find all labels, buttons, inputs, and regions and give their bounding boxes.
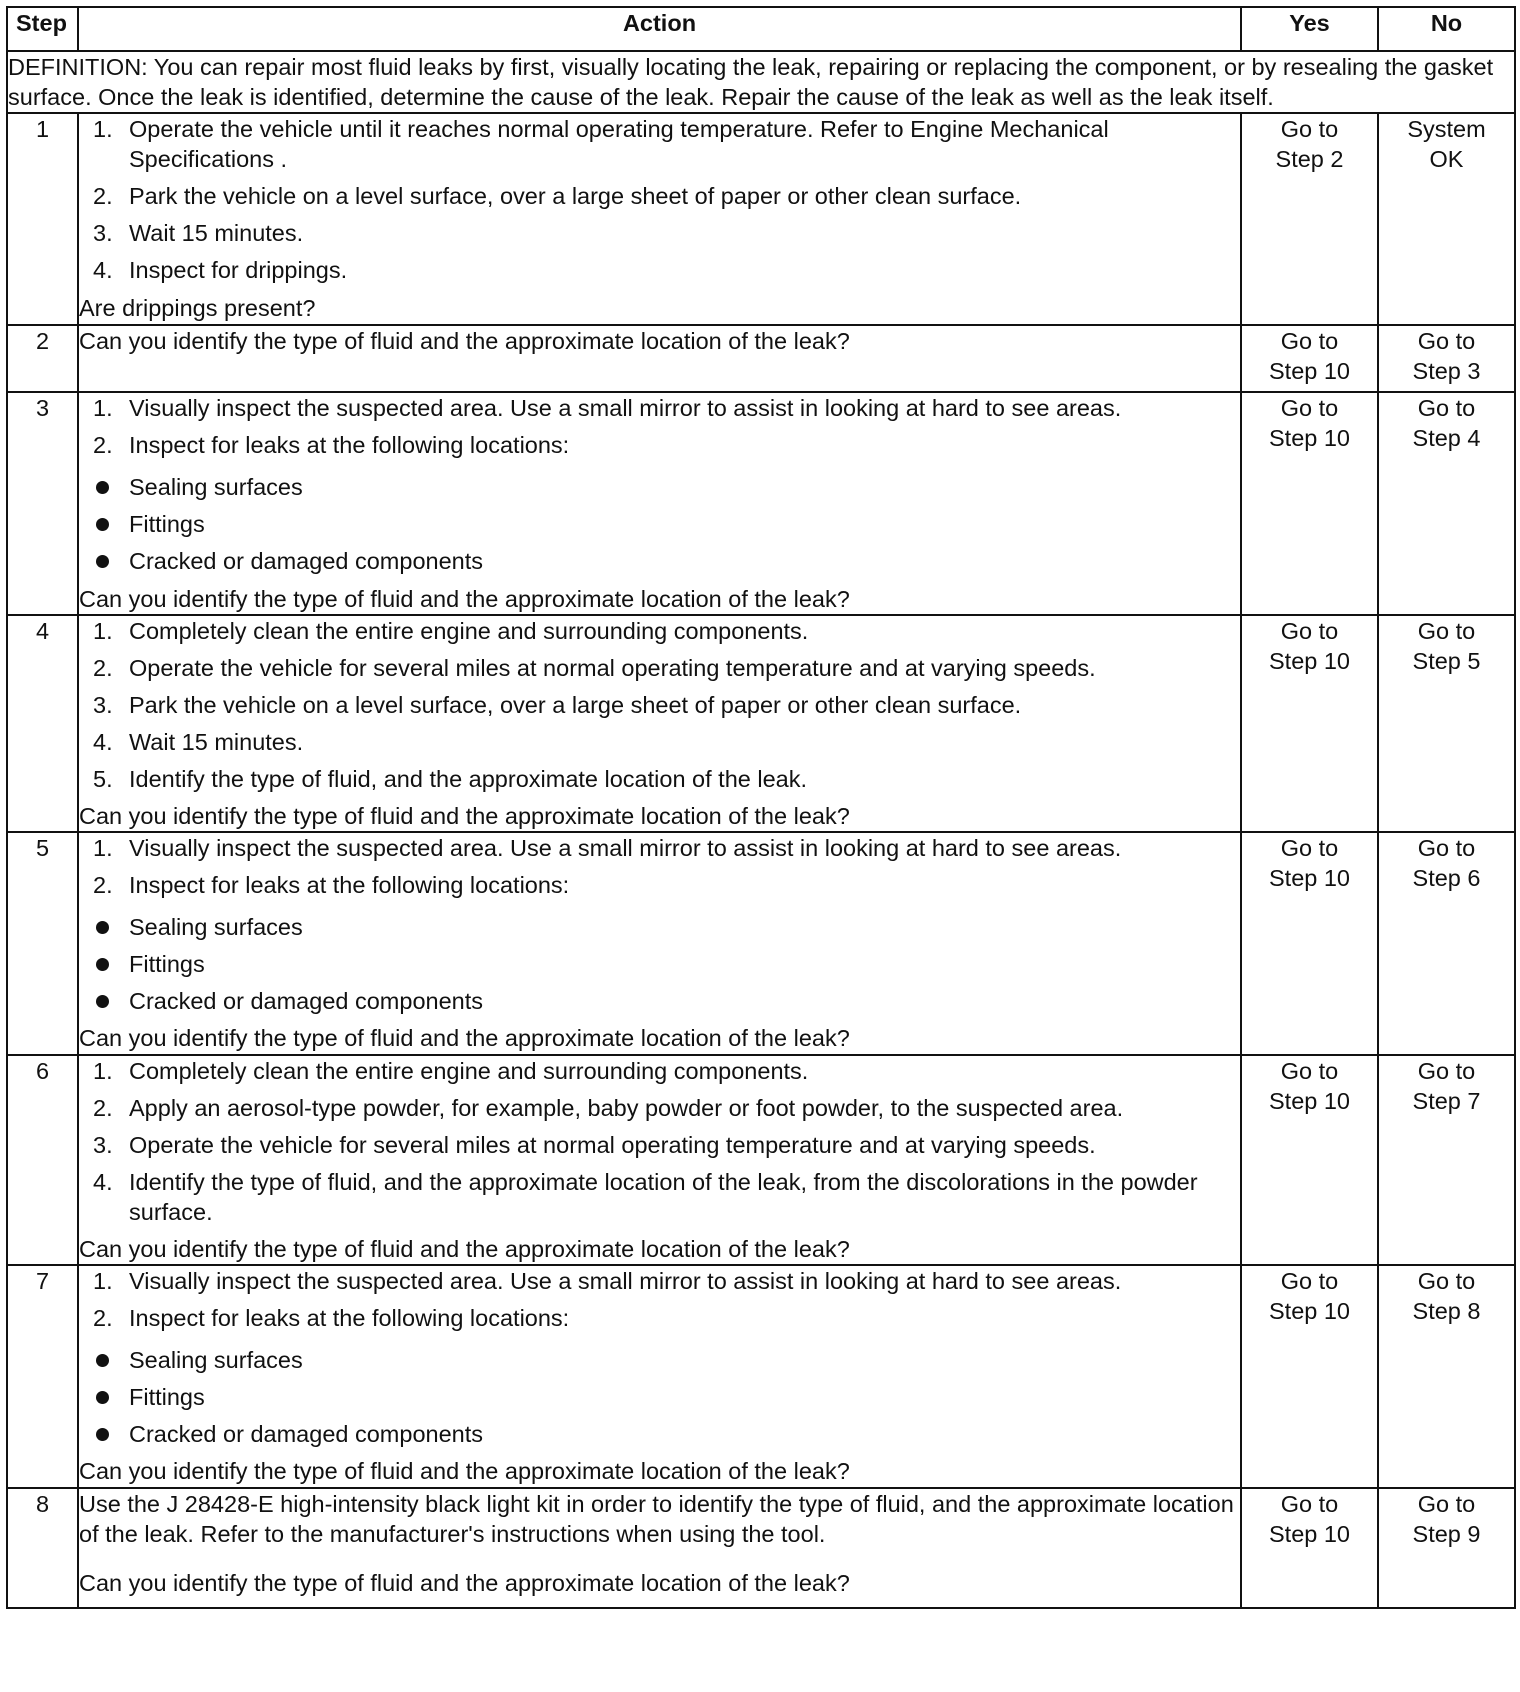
action-item [79,114,1240,174]
action-item-text: Operate the vehicle for several miles at normal operating temperature and at varying speeds. [129,654,1096,681]
step-no-result [1378,615,1515,832]
step-row [7,1265,1515,1487]
result-line: OK [1429,146,1464,173]
action-item [79,1167,1240,1227]
action-item-text: Wait 15 minutes. [129,728,304,755]
action-item-text: Inspect for drippings. [129,257,348,284]
step-yes-result [1241,113,1378,325]
location-bullets [79,1345,1240,1456]
step-number: 1 [7,113,78,325]
action-item-text: Identify the type of fluid, and the approximate location of the leak, from the discolorations in the powder surface. [129,1168,1198,1225]
step-no-result [1378,1488,1515,1608]
step-number: 7 [7,1265,78,1487]
result-line: Step 3 [1412,358,1481,385]
step-number: 6 [7,1055,78,1265]
header-no: No [1378,7,1515,51]
action-item-number: 2. [93,1094,113,1121]
bullet-item: Fittings [79,1382,1240,1412]
bullet-item: Cracked or damaged components [79,1419,1240,1449]
action-item [79,1093,1240,1123]
action-item [79,833,1240,863]
result-line: Go to [1280,1057,1339,1084]
location-bullets [79,472,1240,583]
result-line: Step 10 [1268,425,1350,452]
header-yes: Yes [1241,7,1378,51]
result-line: Go to [1417,1490,1476,1517]
diagnostic-table [6,6,1516,1609]
result-line: Go to [1417,1057,1476,1084]
result-line: System [1407,116,1486,143]
result-line: Go to [1417,328,1476,355]
result-line: Step 2 [1275,146,1344,173]
bullet-item: Sealing surfaces [79,912,1240,942]
step-yes-result [1241,325,1378,392]
bullet-item: Sealing surfaces [79,1345,1240,1375]
action-item-text: Park the vehicle on a level surface, over a large sheet of paper or other clean surface. [129,183,1022,210]
step-row [7,1488,1515,1608]
action-item-text: Wait 15 minutes. [129,220,304,247]
action-item-text: Park the vehicle on a level surface, over a large sheet of paper or other clean surface. [129,691,1022,718]
header-action: Action [78,7,1241,51]
step-number: 3 [7,392,78,614]
bullet-item: Fittings [79,949,1240,979]
action-item [79,1056,1240,1086]
result-line: Step 10 [1268,647,1350,674]
action-item [79,653,1240,683]
action-item [79,616,1240,646]
bullet-item: Fittings [79,509,1240,539]
step-yes-result [1241,1265,1378,1487]
result-line: Go to [1417,1268,1476,1295]
step-no-result [1378,392,1515,614]
action-item-number: 5. [93,765,113,792]
result-line: Go to [1280,1490,1339,1517]
step-row [7,832,1515,1054]
action-item-number: 1. [93,1057,113,1084]
action-item [79,764,1240,794]
action-item-number: 2. [93,872,113,899]
action-item [79,1266,1240,1296]
action-item-number: 2. [93,1305,113,1332]
step-action [78,832,1241,1054]
location-bullets [79,912,1240,1023]
result-line: Go to [1280,328,1339,355]
step-row [7,113,1515,325]
step-action [78,325,1241,392]
result-line: Step 7 [1412,1087,1481,1114]
step-action [78,392,1241,614]
step-row [7,325,1515,392]
result-line: Step 6 [1412,865,1481,892]
step-action [78,1055,1241,1265]
action-item [79,1130,1240,1160]
step-yes-result [1241,615,1378,832]
bullet-item: Cracked or damaged components [79,546,1240,576]
header-row [7,7,1515,51]
bullet-item: Cracked or damaged components [79,986,1240,1016]
action-list [79,616,1240,801]
definition-text: DEFINITION: You can repair most fluid leaks by first, visually locating the leak, repairing or replacing the component, or by resealing the gasket surface. Once the leak is identified, determine the cause of the leak. Repair the cause of the leak as well as the leak itself. [7,51,1515,113]
definition-row [7,51,1515,113]
action-item-text: Visually inspect the suspected area. Use a small mirror to assist in looking at hard to see areas. [129,1268,1122,1295]
action-item-number: 4. [93,728,113,755]
step-number: 2 [7,325,78,392]
result-line: Go to [1280,835,1339,862]
action-item-number: 2. [93,654,113,681]
step-row [7,392,1515,614]
result-line: Step 10 [1268,1520,1350,1547]
result-line: Step 9 [1412,1520,1481,1547]
action-item-number: 3. [93,1131,113,1158]
action-item-number: 1. [93,617,113,644]
step-yes-result [1241,832,1378,1054]
result-line: Go to [1280,1268,1339,1295]
step-action [78,1265,1241,1487]
result-line: Step 5 [1412,647,1481,674]
action-item [79,255,1240,285]
action-item-text: Inspect for leaks at the following locations: [129,1305,570,1332]
result-line: Step 10 [1268,1087,1350,1114]
action-item-number: 2. [93,432,113,459]
action-item [79,430,1240,460]
action-item-text: Identify the type of fluid, and the approximate location of the leak. [129,765,808,792]
action-list [79,1056,1240,1234]
action-item-text: Inspect for leaks at the following locations: [129,872,570,899]
action-item [79,1303,1240,1333]
action-item [79,218,1240,248]
action-item [79,393,1240,423]
step-question: Can you identify the type of fluid and the approximate location of the leak? [79,328,850,355]
result-line: Go to [1417,395,1476,422]
header-step: Step [7,7,78,51]
result-line: Go to [1280,617,1339,644]
result-line: Step 10 [1268,1298,1350,1325]
bullet-item: Sealing surfaces [79,472,1240,502]
step-question: Can you identify the type of fluid and the approximate location of the leak? [79,585,850,612]
step-number: 5 [7,832,78,1054]
result-line: Go to [1417,835,1476,862]
action-item-text: Visually inspect the suspected area. Use a small mirror to assist in looking at hard to see areas. [129,835,1122,862]
action-item-text: Completely clean the entire engine and surrounding components. [129,617,809,644]
action-item-number: 3. [93,220,113,247]
step-question: Are drippings present? [79,294,316,321]
result-line: Step 10 [1268,358,1350,385]
action-item-number: 4. [93,257,113,284]
result-line: Step 10 [1268,865,1350,892]
step-question: Can you identify the type of fluid and the approximate location of the leak? [79,1570,850,1597]
action-item-number: 1. [93,1268,113,1295]
step-no-result [1378,113,1515,325]
action-list [79,114,1240,292]
action-list [79,1266,1240,1340]
action-item-text: Apply an aerosol-type powder, for example, baby powder or foot powder, to the suspected area. [129,1094,1124,1121]
result-line: Go to [1280,395,1339,422]
step-row [7,1055,1515,1265]
result-line: Step 4 [1412,425,1481,452]
step-number: 8 [7,1488,78,1608]
action-list [79,833,1240,907]
action-item-text: Visually inspect the suspected area. Use a small mirror to assist in looking at hard to see areas. [129,395,1122,422]
action-item-number: 3. [93,691,113,718]
step-action [78,113,1241,325]
step-question: Can you identify the type of fluid and the approximate location of the leak? [79,1458,850,1485]
action-item-number: 1. [93,835,113,862]
step-no-result [1378,325,1515,392]
step-row [7,615,1515,832]
step-no-result [1378,1265,1515,1487]
result-line: Step 8 [1412,1298,1481,1325]
action-item-text: Completely clean the entire engine and surrounding components. [129,1057,809,1084]
action-item [79,870,1240,900]
result-line: Go to [1280,116,1339,143]
step-yes-result [1241,1488,1378,1608]
action-item-number: 1. [93,116,113,143]
step-yes-result [1241,392,1378,614]
action-list [79,393,1240,467]
step-no-result [1378,832,1515,1054]
step-no-result [1378,1055,1515,1265]
action-text: Use the J 28428-E high-intensity black light kit in order to identify the type of fluid, and the approximate location of the leak. Refer to the manufacturer's instructions when using the tool. [79,1490,1234,1547]
step-question: Can you identify the type of fluid and the approximate location of the leak? [79,1025,850,1052]
step-yes-result [1241,1055,1378,1265]
step-action [78,615,1241,832]
action-item-number: 2. [93,183,113,210]
step-number: 4 [7,615,78,832]
action-item-text: Inspect for leaks at the following locations: [129,432,570,459]
action-item [79,690,1240,720]
step-action [78,1488,1241,1608]
action-item-text: Operate the vehicle for several miles at normal operating temperature and at varying speeds. [129,1131,1096,1158]
action-item-number: 1. [93,395,113,422]
step-question: Can you identify the type of fluid and the approximate location of the leak? [79,1235,850,1262]
action-item-text: Operate the vehicle until it reaches normal operating temperature. Refer to Engine Mechanical Specifications . [129,116,1109,173]
action-item-number: 4. [93,1168,113,1195]
action-item [79,181,1240,211]
result-line: Go to [1417,617,1476,644]
action-item [79,727,1240,757]
step-question: Can you identify the type of fluid and the approximate location of the leak? [79,803,850,830]
